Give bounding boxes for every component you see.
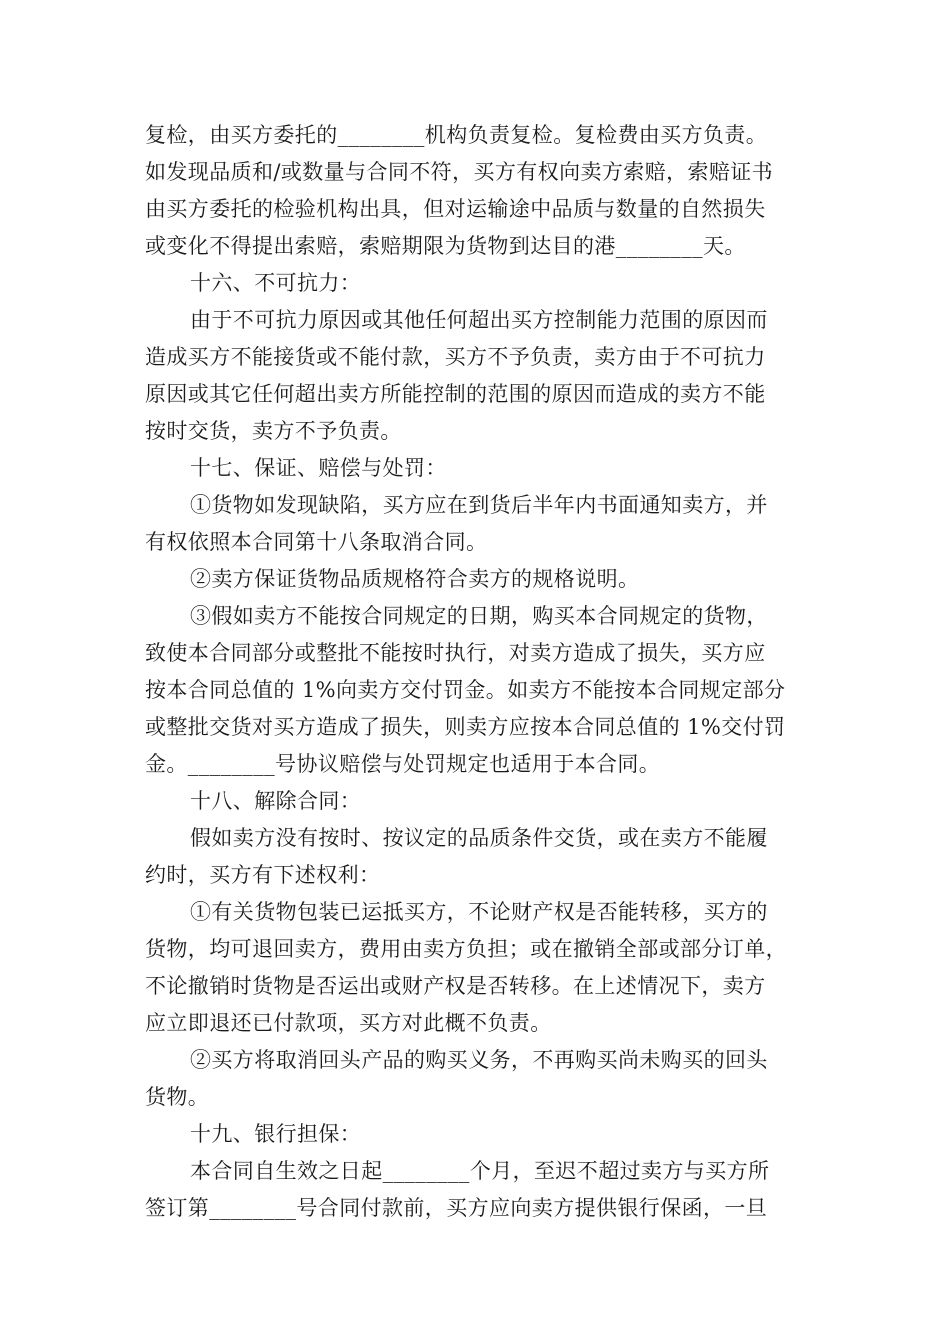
section-heading: 十七、保证、赔偿与处罚： (190, 456, 447, 480)
text-line: 货物。 (145, 1085, 210, 1109)
text-line: 假如卖方没有按时、按议定的品质条件交货，或在卖方不能履 (190, 826, 768, 850)
text-line: 复检，由买方委托的________机构负责复检。复检费由买方负责。 (145, 123, 768, 147)
section-heading: 十六、不可抗力： (190, 271, 362, 295)
section-heading: 十九、银行担保： (190, 1122, 362, 1146)
text-line: ②卖方保证货物品质规格符合卖方的规格说明。 (190, 567, 640, 591)
text-line: 造成买方不能接货或不能付款，买方不予负责，卖方由于不可抗力 (145, 345, 766, 369)
text-line: 约时，买方有下述权利： (145, 863, 381, 887)
text-line: 应立即退还已付款项，买方对此概不负责。 (145, 1011, 552, 1035)
text-line: 按时交货，卖方不予负责。 (145, 419, 402, 443)
text-line: ③假如卖方不能按合同规定的日期，购买本合同规定的货物， (190, 604, 768, 628)
text-line: 如发现品质和/或数量与合同不符，买方有权向卖方索赔，索赔证书 (145, 160, 774, 184)
text-line: 货物，均可退回卖方，费用由卖方负担；或在撤销全部或部分订单， (145, 937, 787, 961)
text-line: 由买方委托的检验机构出具，但对运输途中品质与数量的自然损失 (145, 197, 766, 221)
text-line: ②买方将取消回头产品的购买义务，不再购买尚未购买的回头 (190, 1048, 768, 1072)
text-line: 签订第________号合同付款前，买方应向卖方提供银行保函，一旦 (145, 1196, 768, 1220)
text-line: 按本合同总值的 1%向卖方交付罚金。如卖方不能按本合同规定部分 (145, 678, 786, 702)
text-line: 或整批交货对买方造成了损失，则卖方应按本合同总值的 1%交付罚 (145, 715, 786, 739)
text-line: 或变化不得提出索赔，索赔期限为货物到达目的港________天。 (145, 234, 746, 258)
text-line: 由于不可抗力原因或其他任何超出买方控制能力范围的原因而 (190, 308, 768, 332)
text-line: 本合同自生效之日起________个月，至迟不超过卖方与买方所 (190, 1159, 770, 1183)
document-page (145, 0, 810, 1227)
text-line: 不论撤销时货物是否运出或财产权是否转移。在上述情况下，卖方 (145, 974, 766, 998)
text-line: ①有关货物包装已运抵买方，不论财产权是否能转移，买方的 (190, 900, 768, 924)
text-line: 有权依照本合同第十八条取消合同。 (145, 530, 488, 554)
text-line: 致使本合同部分或整批不能按时执行，对卖方造成了损失，买方应 (145, 641, 766, 665)
text-line: 原因或其它任何超出卖方所能控制的范围的原因而造成的卖方不能 (145, 382, 766, 406)
text-line: ①货物如发现缺陷，买方应在到货后半年内书面通知卖方，并 (190, 493, 768, 517)
text-line: 金。________号协议赔偿与处罚规定也适用于本合同。 (145, 752, 661, 776)
section-heading: 十八、解除合同： (190, 789, 362, 813)
